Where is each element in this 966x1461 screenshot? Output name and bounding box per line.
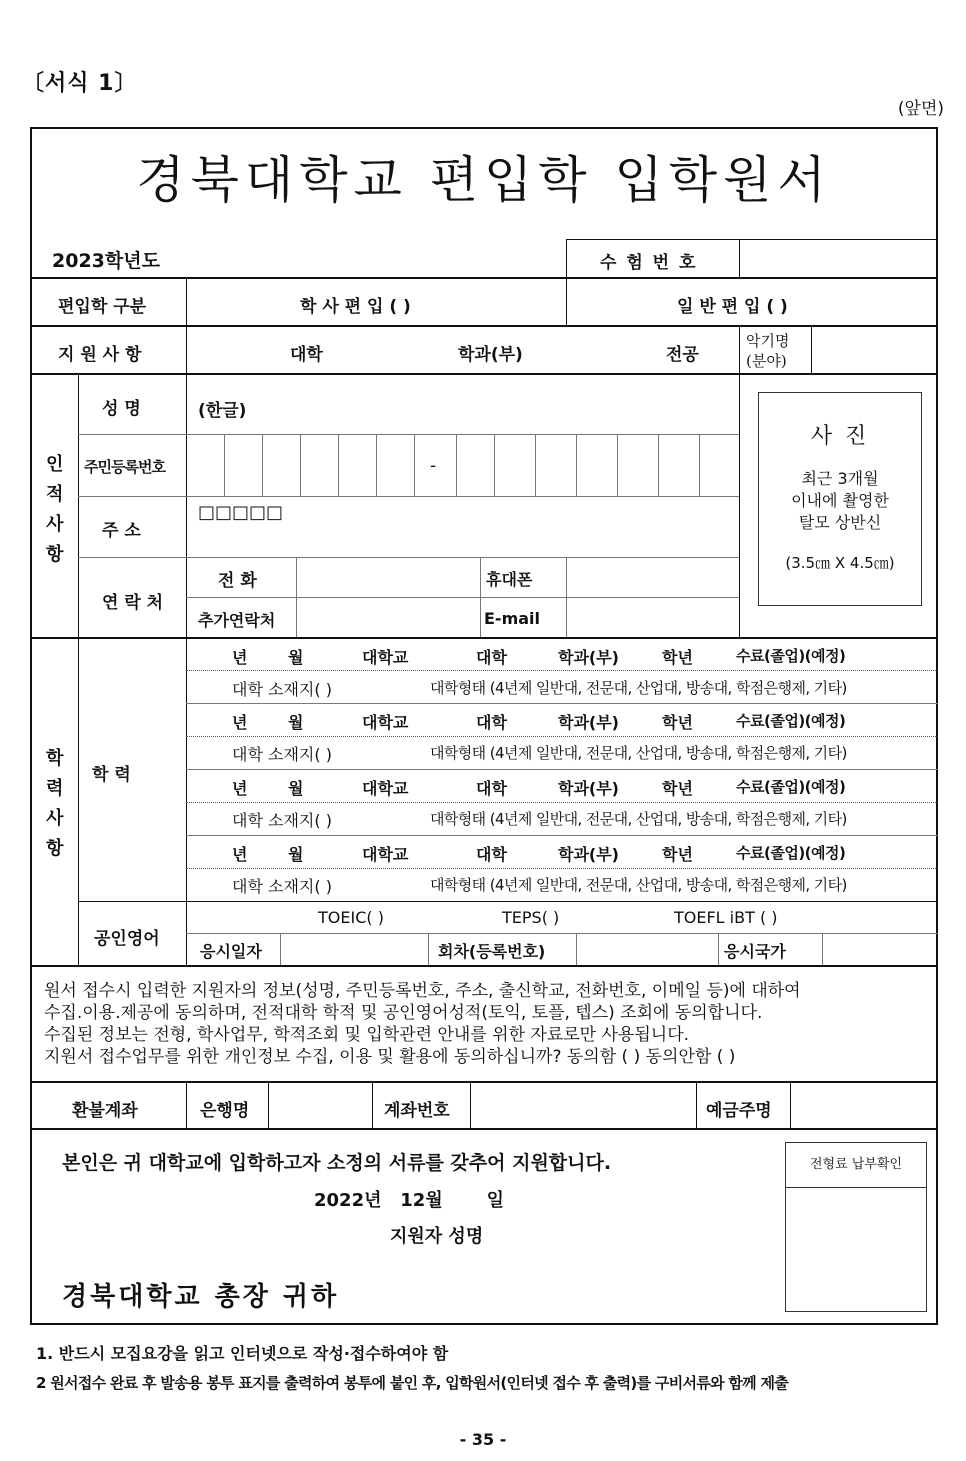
divider (428, 933, 429, 965)
mobile-label: 휴대폰 (486, 570, 533, 589)
edu-grade: 학년 (662, 845, 693, 864)
exam-number-label: 수 험 번 호 (600, 253, 698, 273)
education-section-char: 력 (46, 778, 64, 799)
edu-status: 수료(졸업)(예정) (736, 712, 846, 730)
consent-line[interactable]: 지원서 접수업무를 위한 개인정보 수집, 이용 및 활용에 동의하십니까? 동의함 ( ) 동의안함 ( ) (44, 1047, 736, 1067)
page-title: 경북대학교 편입학 입학원서 (136, 151, 832, 209)
email-field[interactable] (568, 599, 737, 635)
test-country-field[interactable] (824, 935, 936, 963)
education-section-char: 항 (46, 838, 64, 859)
edu-year: 년 (232, 779, 248, 798)
divider (78, 637, 79, 965)
edu-college: 대학 (476, 713, 507, 732)
edu-location: 대학 소재지( ) (232, 811, 332, 830)
application-label: 지 원 사 항 (58, 345, 142, 365)
resident-number-label: 주민등록번호 (84, 458, 165, 476)
edu-month: 월 (288, 779, 304, 798)
edu-department: 학과(부) (558, 713, 619, 732)
divider (576, 933, 577, 965)
edu-month: 월 (288, 648, 304, 667)
divider (280, 933, 281, 965)
name-korean-hint: (한글) (198, 401, 247, 421)
account-holder-label: 예금주명 (706, 1101, 772, 1121)
edu-status: 수료(졸업)(예정) (736, 647, 846, 665)
extra-contact-label: 추가연락처 (198, 611, 276, 630)
extra-contact-field[interactable] (298, 599, 478, 635)
edu-status: 수료(졸업)(예정) (736, 778, 846, 796)
english-score-label: 공인영어 (94, 929, 160, 949)
addressee: 경북대학교 총장 귀하 (62, 1282, 340, 1312)
photo-line2: 이내에 촬영한 (791, 491, 889, 510)
resident-number-field[interactable] (188, 436, 737, 494)
applicant-signature-label: 지원자 성명 (390, 1226, 484, 1247)
edu-location: 대학 소재지( ) (232, 745, 332, 764)
toefl-option[interactable]: TOEFL iBT ( ) (674, 908, 778, 927)
edu-university: 대학교 (362, 845, 409, 864)
personal-section-char: 적 (46, 484, 64, 505)
divider (470, 1081, 471, 1128)
instrument-label: 악기명 (746, 332, 790, 350)
divider (186, 1081, 187, 1128)
divider (78, 496, 739, 497)
test-country-label: 응시국가 (724, 942, 786, 961)
account-holder-field[interactable] (792, 1083, 936, 1126)
divider (739, 239, 740, 277)
test-round-label: 회차(등록번호) (438, 942, 546, 961)
edu-university: 대학교 (362, 648, 409, 667)
mobile-field[interactable] (568, 559, 737, 595)
personal-section-char: 항 (46, 544, 64, 565)
divider (186, 736, 938, 737)
page-number: - 35 - (459, 1430, 507, 1449)
personal-section-char: 사 (46, 514, 64, 535)
photo-size: (3.5㎝ X 4.5㎝) (785, 554, 895, 572)
edu-department: 학과(부) (558, 648, 619, 667)
edu-location: 대학 소재지( ) (232, 680, 332, 699)
divider (718, 933, 719, 965)
divider (78, 557, 739, 558)
admission-type-label: 편입학 구분 (58, 297, 147, 317)
test-date-label: 응시일자 (200, 942, 262, 961)
divider (186, 670, 938, 671)
divider (186, 597, 739, 598)
divider (822, 933, 823, 965)
divider (30, 637, 938, 639)
email-label: E-mail (484, 609, 541, 628)
note-2: 2 원서접수 완료 후 발송용 봉투 표지를 출력하여 봉투에 붙인 후, 입학원서(인터넷 접수 후 출력)를 구비서류와 함께 제출 (36, 1374, 789, 1392)
edu-month: 월 (288, 713, 304, 732)
divider (696, 1081, 697, 1128)
divider (566, 239, 567, 277)
consent-line: 수집된 정보는 전형, 학사업무, 학적조회 및 입학관련 안내를 위한 자료로만 사용됩니다. (44, 1025, 690, 1045)
divider (739, 373, 740, 637)
edu-month: 월 (288, 845, 304, 864)
teps-option[interactable]: TEPS( ) (502, 908, 560, 927)
divider (372, 1081, 373, 1128)
phone-label: 전 화 (218, 571, 257, 591)
fee-payment-box (785, 1142, 927, 1312)
edu-year: 년 (232, 845, 248, 864)
edu-type: 대학형태 (4년제 일반대, 전문대, 산업대, 방송대, 학점은행제, 기타) (430, 679, 847, 697)
education-section-char: 학 (46, 748, 64, 769)
edu-grade: 학년 (662, 648, 693, 667)
divider (186, 868, 938, 869)
edu-type: 대학형태 (4년제 일반대, 전문대, 산업대, 방송대, 학점은행제, 기타) (430, 876, 847, 894)
edu-status: 수료(졸업)(예정) (736, 844, 846, 862)
divider (811, 325, 812, 373)
id-dash: - (430, 456, 437, 476)
consent-line: 원서 접수시 입력한 지원자의 정보(성명, 주민등록번호, 주소, 출신학교, 전화번호, 이메일 등)에 대하여 (44, 981, 801, 1001)
address-label: 주 소 (102, 521, 141, 541)
edu-college: 대학 (476, 779, 507, 798)
divider (30, 325, 938, 327)
phone-field[interactable] (298, 559, 478, 595)
divider (186, 637, 187, 965)
edu-college: 대학 (476, 648, 507, 667)
name-label: 성 명 (102, 399, 141, 419)
exam-number-top-line (566, 239, 938, 240)
bank-name-field[interactable] (270, 1083, 370, 1126)
edu-university: 대학교 (362, 779, 409, 798)
divider (30, 1128, 938, 1130)
divider (186, 703, 938, 704)
edu-college: 대학 (476, 845, 507, 864)
education-section-char: 사 (46, 808, 64, 829)
test-date-field[interactable] (282, 935, 426, 963)
edu-department: 학과(부) (558, 779, 619, 798)
edu-department: 학과(부) (558, 845, 619, 864)
edu-type: 대학형태 (4년제 일반대, 전문대, 산업대, 방송대, 학점은행제, 기타) (430, 744, 847, 762)
consent-line: 수집.이용.제공에 동의하며, 전적대학 학적 및 공인영어성적(토익, 토플, 텝스) 조회에 동의합니다. (44, 1003, 763, 1023)
edu-university: 대학교 (362, 713, 409, 732)
department-label: 학과(부) (458, 345, 523, 365)
divider (186, 802, 938, 803)
declaration-date: 2022년 12월 일 (314, 1190, 504, 1211)
divider (739, 325, 740, 373)
divider (78, 901, 938, 902)
divider (268, 1081, 269, 1128)
divider (186, 933, 938, 934)
account-number-field[interactable] (472, 1083, 694, 1126)
education-label: 학 력 (92, 765, 131, 785)
divider (186, 835, 938, 836)
photo-line1: 최근 3개월 (801, 469, 879, 488)
contact-label: 연 락 처 (102, 593, 164, 613)
postal-code-boxes[interactable]: □□□□□ (198, 502, 284, 523)
refund-account-label: 환불계좌 (72, 1101, 138, 1121)
divider (30, 373, 938, 375)
divider (790, 1081, 791, 1128)
edu-year: 년 (232, 713, 248, 732)
photo-box[interactable] (758, 392, 922, 606)
account-number-label: 계좌번호 (384, 1101, 450, 1121)
photo-line3: 탈모 상반신 (798, 513, 882, 532)
divider (30, 965, 938, 967)
personal-section-char: 인 (46, 454, 64, 475)
instrument-field-label: (분야) (746, 352, 787, 370)
general-transfer-option[interactable]: 일 반 편 입 ( ) (677, 297, 788, 317)
bank-name-label: 은행명 (200, 1101, 250, 1121)
college-label: 대학 (290, 345, 323, 365)
academic-year: 2023학년도 (52, 250, 160, 272)
toeic-option[interactable]: TOEIC( ) (318, 908, 384, 927)
address-field[interactable] (188, 525, 737, 555)
edu-year: 년 (232, 648, 248, 667)
declaration-statement: 본인은 귀 대학교에 입학하고자 소정의 서류를 갖추어 지원합니다. (62, 1152, 612, 1174)
divider (186, 769, 938, 770)
bachelor-transfer-option[interactable]: 학 사 편 입 ( ) (300, 297, 411, 317)
edu-grade: 학년 (662, 713, 693, 732)
front-side-label: (앞면) (897, 99, 944, 119)
divider (78, 373, 79, 637)
edu-location: 대학 소재지( ) (232, 877, 332, 896)
photo-title: 사 진 (810, 424, 870, 449)
privacy-consent-text (44, 980, 934, 1068)
edu-grade: 학년 (662, 779, 693, 798)
name-field[interactable] (250, 380, 735, 430)
divider (566, 277, 567, 325)
note-1: 1. 반드시 모집요강을 읽고 인터넷으로 작성·접수하여야 함 (36, 1344, 449, 1363)
form-number-label: 〔서식 1〕 (22, 71, 138, 96)
divider (78, 434, 739, 435)
edu-type: 대학형태 (4년제 일반대, 전문대, 산업대, 방송대, 학점은행제, 기타) (430, 810, 847, 828)
test-round-field[interactable] (578, 935, 716, 963)
exam-number-field[interactable] (741, 241, 936, 276)
fee-payment-label: 전형료 납부확인 (786, 1143, 926, 1188)
major-label: 전공 (666, 345, 699, 365)
divider (30, 277, 938, 279)
